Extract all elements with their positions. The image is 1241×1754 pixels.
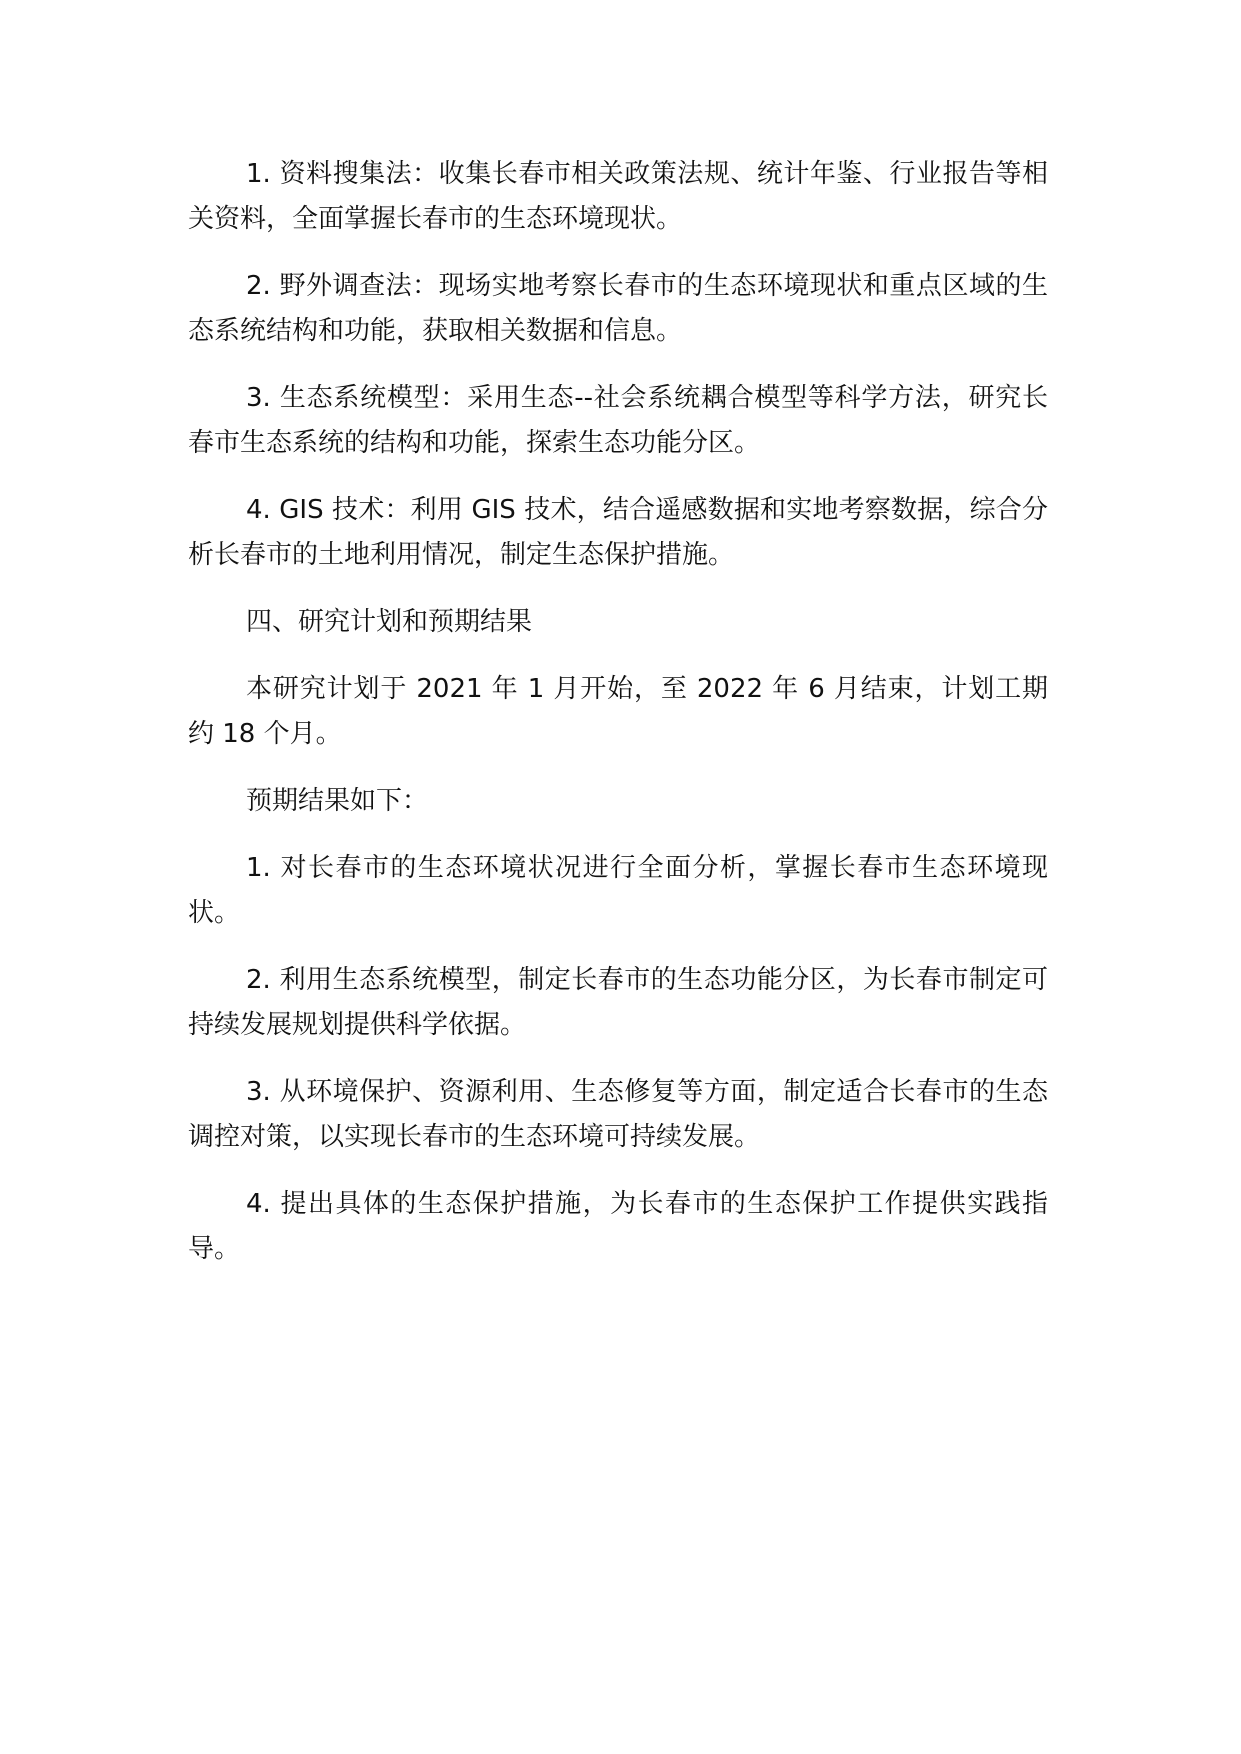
expected-result-item-4: 4. 提出具体的生态保护措施，为长春市的生态保护工作提供实践指导。 [188, 1189, 1048, 1264]
document-body [188, 152, 1048, 1294]
section-heading-plan-and-results: 四、研究计划和预期结果 [246, 607, 533, 637]
expected-result-item-1: 1. 对长春市的生态环境状况进行全面分析，掌握长春市生态环境现状。 [188, 853, 1048, 928]
expected-result-item-2: 2. 利用生态系统模型，制定长春市的生态功能分区，为长春市制定可持续发展规划提供科学依据。 [188, 965, 1048, 1040]
method-paragraph-ecosystem-model: 3. 生态系统模型：采用生态--社会系统耦合模型等科学方法，研究长春市生态系统的结构和功能，探索生态功能分区。 [188, 383, 1048, 458]
method-paragraph-gis: 4. GIS 技术：利用 GIS 技术，结合遥感数据和实地考察数据，综合分析长春市的土地利用情况，制定生态保护措施。 [188, 495, 1048, 570]
expected-result-item-3: 3. 从环境保护、资源利用、生态修复等方面，制定适合长春市的生态调控对策，以实现长春市的生态环境可持续发展。 [188, 1077, 1048, 1152]
schedule-paragraph: 本研究计划于 2021 年 1 月开始，至 2022 年 6 月结束，计划工期约 18 个月。 [188, 674, 1048, 749]
expected-results-intro: 预期结果如下： [246, 786, 429, 816]
method-paragraph-field-survey: 2. 野外调查法：现场实地考察长春市的生态环境现状和重点区域的生态系统结构和功能，获取相关数据和信息。 [188, 271, 1048, 346]
method-paragraph-data-collection: 1. 资料搜集法：收集长春市相关政策法规、统计年鉴、行业报告等相关资料，全面掌握长春市的生态环境现状。 [188, 159, 1048, 234]
